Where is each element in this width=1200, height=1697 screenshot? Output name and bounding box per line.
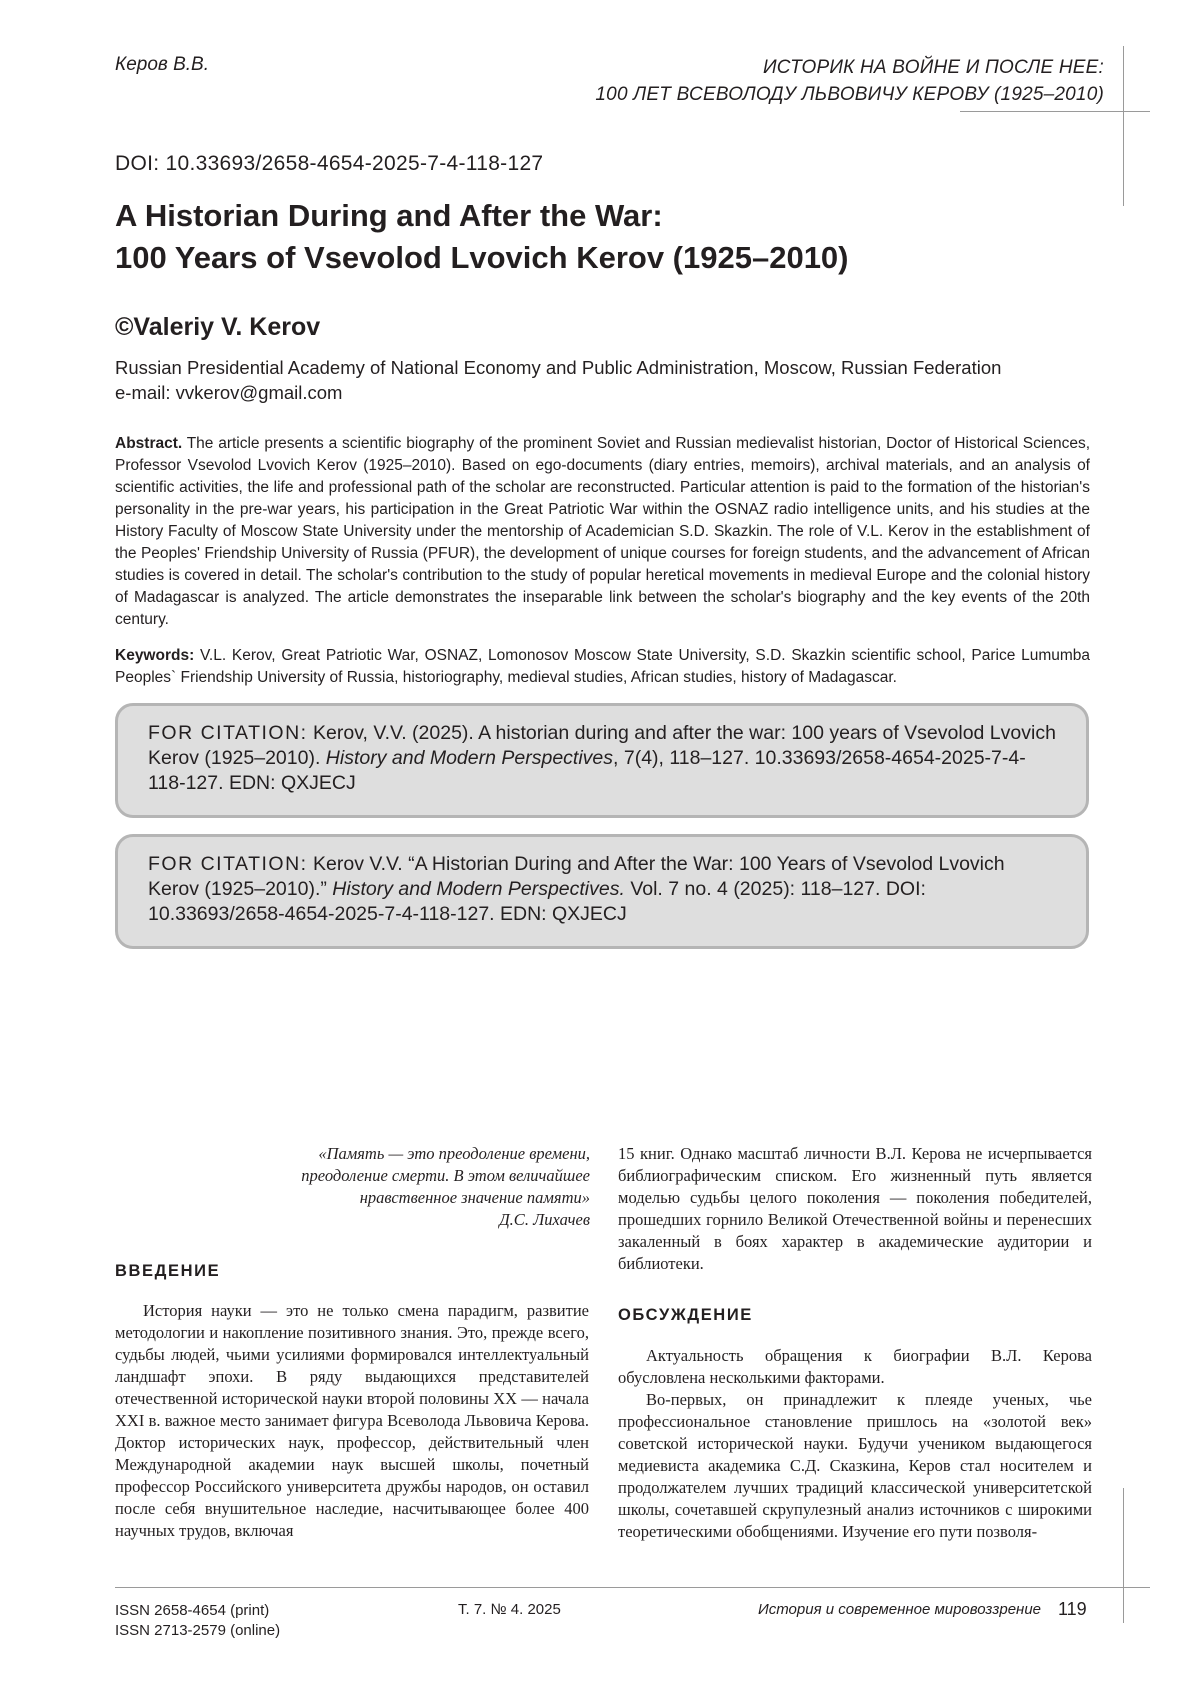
header-vertical-rule — [1123, 46, 1124, 206]
author-affiliation: Russian Presidential Academy of National Economy and Public Administration, Moscow, Russian Federation — [115, 357, 1002, 378]
header-horizontal-rule — [960, 111, 1150, 112]
citation-label: FOR CITATION: — [148, 722, 308, 744]
article-title-line2: 100 Years of Vsevolod Lvovich Kerov (1925–2010) — [115, 240, 849, 275]
author-email: e-mail: vvkerov@gmail.com — [115, 382, 343, 403]
citation-label: FOR CITATION: — [148, 853, 308, 875]
citation-journal: History and Modern Perspectives — [325, 747, 614, 769]
body-column-left — [115, 1300, 589, 1542]
epigraph-author: Д.С. Лихачев — [499, 1210, 590, 1229]
author-affiliation-block — [115, 355, 1115, 405]
article-title-line1: A Historian During and After the War: — [115, 198, 663, 233]
running-head-title-line1: ИСТОРИК НА ВОЙНЕ И ПОСЛЕ НЕЕ: — [763, 57, 1104, 78]
body-column-right-continuation — [618, 1143, 1092, 1275]
epigraph-line: нравственное значение памяти» — [359, 1188, 590, 1207]
keywords-label: Keywords: — [115, 647, 195, 664]
paragraph: Во-первых, он принадлежит к плеяде ученых, чье профессиональное становление пришлось на «золотой век» советской исторической науки. Будучи учеником выдающегося медиевиста академика С.Д. Сказкина, Керов стал носителем и продолжателем лучших традиций классической университетской школы, сочетавшей скрупулезный анализ источников с широкими теоретическими обобщениями. Изучение его пути позволя- — [618, 1390, 1092, 1541]
footer-issn — [115, 1601, 280, 1641]
citation-text: Kerov V.V. “A Historian During and After the War: 100 Years of Vsevolod Lvovich Kerov (1925–2010).” — [148, 853, 1005, 900]
footer-vertical-rule — [1123, 1488, 1124, 1623]
citation-text: Kerov, V.V. (2025). A historian during and after the war: 100 years of Vsevolod Lvovich Kerov (1925–2010). — [148, 722, 1056, 769]
article-doi: DOI: 10.33693/2658-4654-2025-7-4-118-127 — [115, 152, 544, 175]
epigraph-line: «Память — это преодоление времени, — [318, 1144, 590, 1163]
abstract — [115, 433, 1090, 631]
running-head-title-line2: 100 ЛЕТ ВСЕВОЛОДУ ЛЬВОВИЧУ КЕРОВУ (1925–2010) — [595, 84, 1104, 105]
section-heading-discussion: ОБСУЖДЕНИЕ — [618, 1306, 753, 1324]
running-head-author: Керов В.В. — [115, 54, 209, 75]
article-author: ©Valeriy V. Kerov — [115, 313, 321, 341]
page-number: 119 — [1058, 1599, 1087, 1619]
keywords — [115, 645, 1090, 689]
footer-journal-name: История и современное мировоззрение — [758, 1601, 1042, 1618]
paragraph: 15 книг. Однако масштаб личности В.Л. Керова не исчерпывается библиографическим списком. Его жизненный путь является моделью судьбы целого поколения — поколения победителей, прошедших горнило Великой Отечественной войны и перенесших закаленный в боях характер в академические аудитории и библиотеки. — [618, 1144, 1092, 1273]
section-heading-introduction: ВВЕДЕНИЕ — [115, 1262, 221, 1280]
footer-horizontal-rule — [115, 1587, 1150, 1588]
footer-issn-online: ISSN 2713-2579 (online) — [115, 1622, 281, 1639]
citation-box-2 — [115, 834, 1089, 949]
citation-details: , 7(4), 118–127. 10.33693/2658-4654-2025-7-4-118-127. EDN: QXJECJ — [148, 747, 1026, 794]
footer-volume: Т. 7. № 4. 2025 — [458, 1601, 561, 1618]
article-title — [115, 195, 1095, 279]
citation-details: Vol. 7 no. 4 (2025): 118–127. DOI: 10.33693/2658-4654-2025-7-4-118-127. EDN: QXJECJ — [148, 878, 926, 925]
abstract-label: Abstract. — [115, 435, 183, 452]
abstract-text: The article presents a scientific biography of the prominent Soviet and Russian medievalist historian, Doctor of Historical Sciences, Professor Vsevolod Lvovich Kerov (1925–2010). Based on ego-documents (diary entries, memoirs), archival materials, and an analysis of scientific activities, the life and professional path of the scholar are reconstructed. Particular attention is paid to the formation of the historian's personality in the pre-war years, his participation in the Great Patriotic War within the OSNAZ radio intelligence units, and his studies at the History Faculty of Moscow State University under the mentorship of Academician S.D. Skazkin. The role of V.L. Kerov in the establishment of the Peoples' Friendship University of Russia (PFUR), the development of unique courses for foreign students, and the advancement of African studies is covered in detail. The scholar's contribution to the study of popular heretical movements in medieval Europe and the colonial history of Madagascar is analyzed. The article demonstrates the inseparable link between the scholar's biography and the key events of the 20th century. — [115, 435, 1090, 628]
footer-issn-print: ISSN 2658-4654 (print) — [115, 1602, 270, 1619]
paragraph: Актуальность обращения к биографии В.Л. Керова обусловлена несколькими факторами. — [618, 1346, 1092, 1387]
keywords-text: V.L. Kerov, Great Patriotic War, OSNAZ, Lomonosov Moscow State University, S.D. Skazkin scientific school, Parice Lumumba Peoples` Friendship University of Russia, historiography, medieval studies, African studies, history of Madagascar. — [115, 647, 1091, 686]
epigraph-line: преодоление смерти. В этом величайшее — [301, 1166, 590, 1185]
epigraph — [180, 1143, 590, 1231]
citation-journal: History and Modern Perspectives. — [332, 878, 625, 900]
body-column-right — [618, 1345, 1092, 1543]
running-head-title — [484, 54, 1104, 108]
citation-box-1 — [115, 703, 1089, 818]
paragraph: История науки — это не только смена парадигм, развитие методологии и накопление позитивного знания. Это, прежде всего, судьбы людей, чьими усилиями формировался интеллектуальный ландшафт эпохи. В ряду выдающихся представителей отечественной исторической науки второй половины XX — начала XXI в. важное место занимает фигура Всеволода Львовича Керова. Доктор исторических наук, профессор, действительный член Международной академии наук высшей школы, почетный профессор Российского университета дружбы народов, он оставил после себя внушительное наследие, насчитывающее более 400 научных трудов, включая — [115, 1301, 589, 1540]
